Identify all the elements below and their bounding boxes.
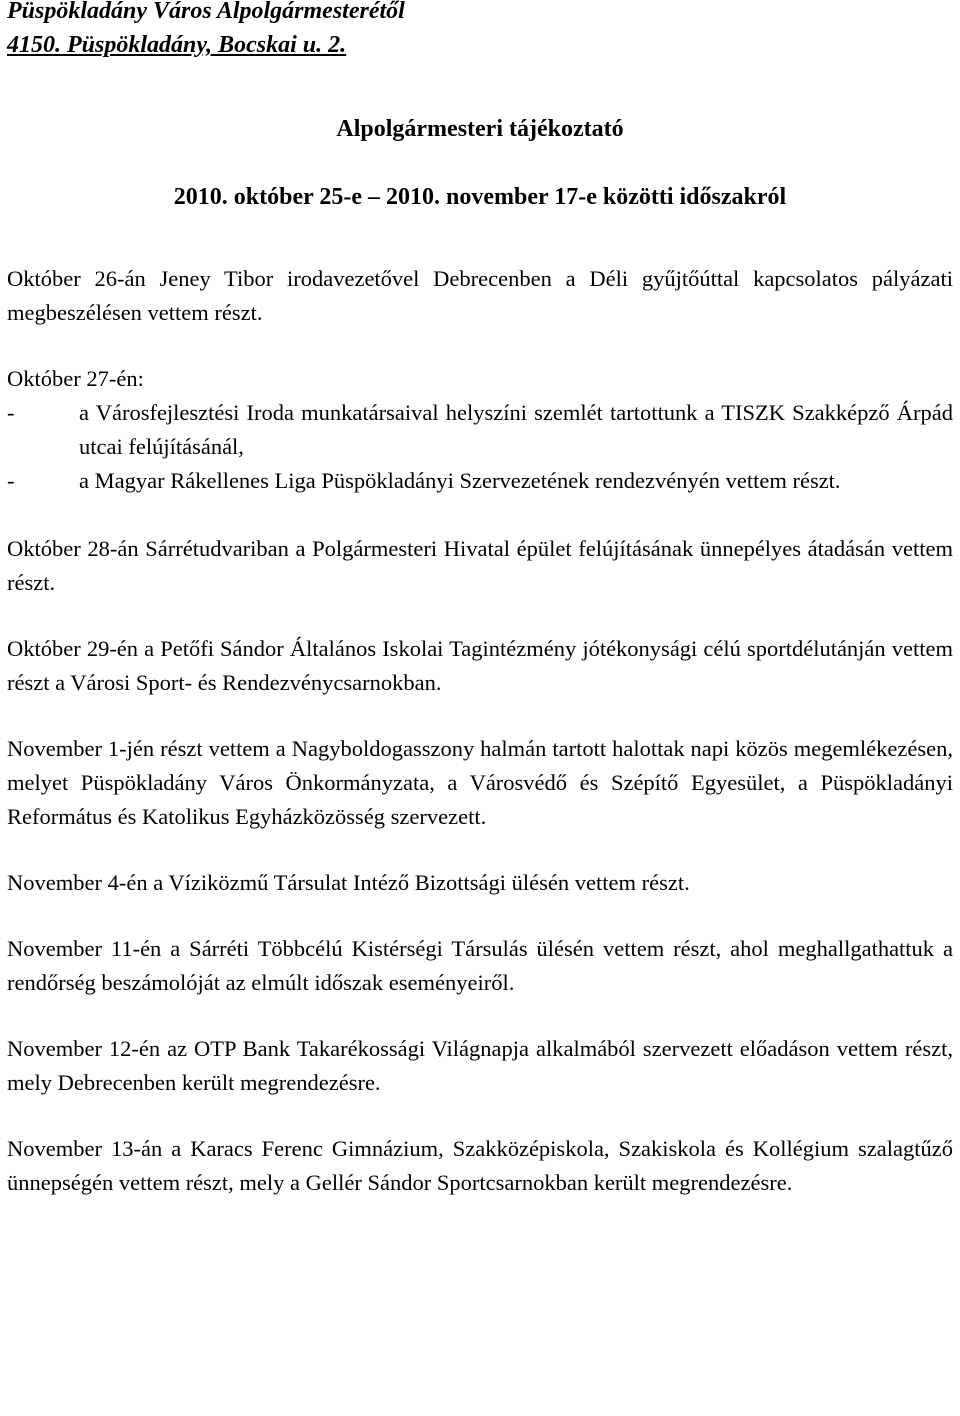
- document-page: [7, 0, 953, 1200]
- paragraph-nov-11: November 11-én a Sárréti Többcélú Kistérségi Társulás ülésén vettem részt, ahol meghallgathattuk a rendőrség beszámolóját az elmúlt időszak eseményeiről.: [7, 936, 953, 995]
- sender-address: 4150. Püspökladány, Bocskai u. 2.: [7, 32, 347, 58]
- oct-27-list: [7, 396, 953, 498]
- letterhead: [7, 0, 953, 62]
- paragraph-nov-12: November 12-én az OTP Bank Takarékossági Világnapja alkalmából szervezett előadáson vettem részt, mely Debrecenben került megrendezésre.: [7, 1036, 953, 1095]
- list-item: [7, 464, 953, 498]
- document-subtitle: 2010. október 25-e – 2010. november 17-e közötti időszakról: [173, 184, 787, 210]
- paragraph-nov-04: November 4-én a Víziközmű Társulat Intéző Bizottsági ülésén vettem részt.: [7, 870, 690, 895]
- paragraph-oct-27-intro: Október 27-én:: [7, 366, 144, 391]
- list-dash: -: [7, 468, 15, 493]
- paragraph-oct-29: Október 29-én a Petőfi Sándor Általános Iskolai Tagintézmény jótékonysági célú sportdélutánján vettem részt a Városi Sport- és Rendezvénycsarnokban.: [7, 636, 953, 695]
- paragraph-nov-13: November 13-án a Karacs Ferenc Gimnázium, Szakközépiskola, Szakiskola és Kollégium szalagtűző ünnepségén vettem részt, mely a Gellér Sándor Sportcsarnokban került megrendezésre.: [7, 1136, 953, 1195]
- list-item-text: a Városfejlesztési Iroda munkatársaival helyszíni szemlét tartottunk a TISZK Szakképző Árpád utcai felújításánál,: [79, 400, 953, 459]
- paragraph-nov-01: November 1-jén részt vettem a Nagyboldogasszony halmán tartott halottak napi közös megemlékezésen, melyet Püspökladány Város Önkormányzata, a Városvédő és Szépítő Egyesület, a Püspökladányi Református és Katolikus Egyházközösség szervezett.: [7, 736, 953, 829]
- document-title: Alpolgármesteri tájékoztató: [336, 116, 624, 142]
- paragraph-oct-28: Október 28-án Sárrétudvariban a Polgármesteri Hivatal épület felújításának ünnepélyes átadásán vettem részt.: [7, 536, 953, 595]
- list-item: [7, 396, 953, 464]
- list-dash: -: [7, 400, 15, 425]
- paragraph-oct-26: Október 26-án Jeney Tibor irodavezetővel Debrecenben a Déli gyűjtőúttal kapcsolatos pályázati megbeszélésen vettem részt.: [7, 266, 953, 325]
- sender-name: Püspökladány Város Alpolgármesterétől: [7, 0, 405, 24]
- list-item-text: a Magyar Rákellenes Liga Püspökladányi Szervezetének rendezvényén vettem részt.: [79, 468, 841, 493]
